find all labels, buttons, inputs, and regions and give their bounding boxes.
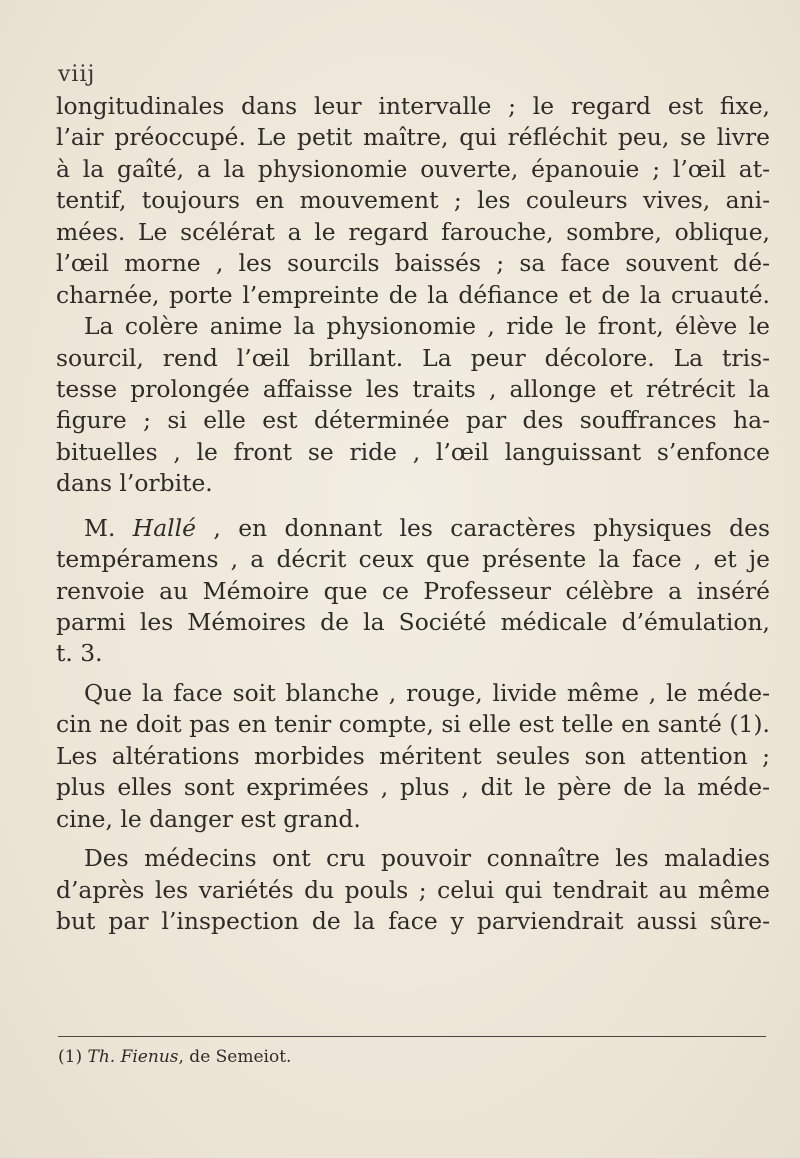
text-line: parmi les Mémoires de la Société médicale d’émulation,	[56, 608, 770, 636]
paragraph-3	[56, 678, 770, 835]
text-line: figure ; si elle est déterminée par des souffrances ha-	[56, 406, 770, 435]
text-line: plus elles sont exprimées , plus , dit le père de la méde-	[56, 773, 770, 802]
text-line	[56, 513, 770, 544]
paragraph-1	[56, 91, 770, 500]
text-fragment: , en donnant les caractères physiques des	[195, 513, 770, 542]
text-line: mées. Le scélérat a le regard farouche, sombre, oblique,	[56, 217, 770, 246]
text-line: tempéramens , a décrit ceux que présente la face , et je	[56, 545, 770, 574]
text-line: tentif, toujours en mouvement ; les couleurs vives, ani-	[56, 186, 770, 215]
text-line: but par l’inspection de la face y parviendrait aussi sûre-	[56, 906, 770, 935]
text-line: l’air préoccupé. Le petit maître, qui réfléchit peu, se livre	[56, 123, 770, 152]
text-line: bituelles , le front se ride , l’œil languissant s’enfonce	[56, 437, 770, 466]
paragraph-2	[56, 513, 770, 670]
body-text	[56, 91, 770, 937]
page-number: viij	[58, 62, 96, 87]
footnote-mark: (1)	[58, 1047, 88, 1067]
text-fragment: M.	[84, 513, 133, 542]
text-line: dans l’orbite.	[56, 469, 213, 498]
text-line: longitudinales dans leur intervalle ; le regard est fixe,	[56, 92, 770, 120]
text-line: t. 3.	[56, 639, 103, 668]
text-line: Les altérations morbides méritent seules son attention ;	[56, 741, 770, 770]
text-line: tesse prolongée affaisse les traits , allonge et rétrécit la	[56, 374, 770, 403]
author-name-halle: Hallé	[132, 513, 196, 542]
text-line: cine, le danger est grand.	[56, 804, 361, 833]
footnote-author: Th. Fienus	[87, 1047, 179, 1067]
footnote-text: , de Semeiot.	[178, 1047, 292, 1067]
text-line: charnée, porte l’empreinte de la défiance et de la cruauté.	[56, 280, 770, 309]
text-line: à la gaîté, a la physionomie ouverte, épanouie ; l’œil at-	[56, 154, 770, 183]
text-line: l’œil morne , les sourcils baissés ; sa face souvent dé-	[56, 249, 770, 278]
text-line: d’après les variétés du pouls ; celui qui tendrait au même	[56, 875, 770, 904]
footnote	[58, 1047, 291, 1067]
text-line: cin ne doit pas en tenir compte, si elle est telle en santé (1).	[56, 710, 770, 739]
text-line: La colère anime la physionomie , ride le front, élève le	[84, 312, 770, 341]
text-line: sourcil, rend l’œil brillant. La peur décolore. La tris-	[56, 343, 770, 372]
paragraph-4	[56, 843, 770, 937]
text-line: Des médecins ont cru pouvoir connaître les maladies	[84, 844, 770, 873]
footnote-rule	[58, 1036, 766, 1037]
text-line: Que la face soit blanche , rouge, livide même , le méde-	[84, 678, 770, 707]
text-line: renvoie au Mémoire que ce Professeur célèbre a inséré	[56, 576, 770, 605]
